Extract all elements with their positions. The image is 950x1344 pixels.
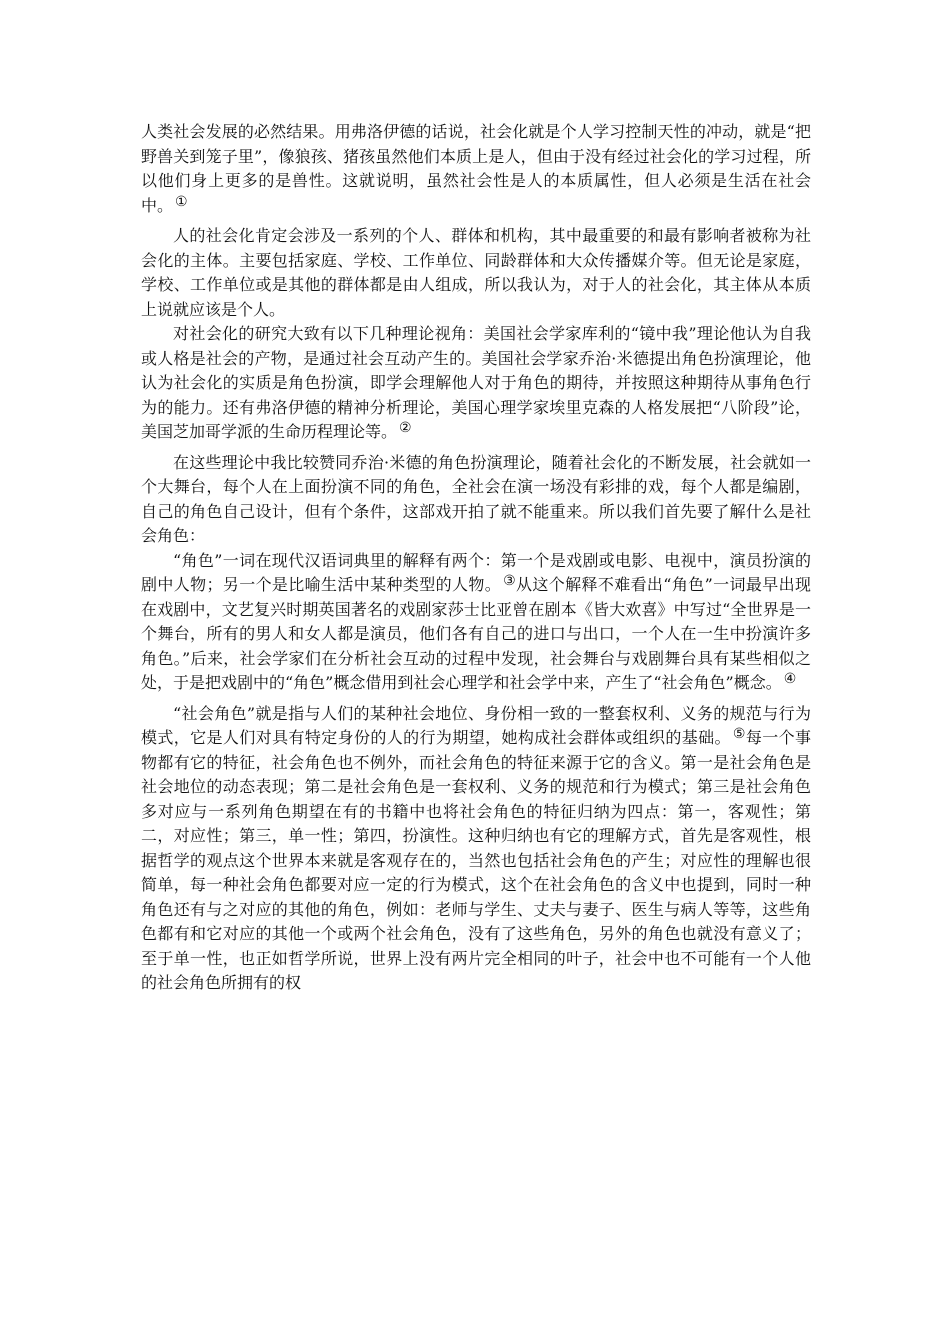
paragraph-6-text-a: “社会角色”就是指与人们的某种社会地位、身份相一致的一整套权利、义务的规范与行为模式，它是人们对具有特定身份的人的行为期望，她构成社会群体或组织的基础。 (141, 703, 811, 747)
paragraph-5-text-b: 从这个解释不难看出“角色”一词最早出现在戏剧中，文艺复兴时期英国著名的戏剧家莎士比亚曾在剧本《皆大欢喜》中写过“全世界是一个舞台，所有的男人和女人都是演员，他们各有自己的进口与出口，一个人在一生中扮演许多角色。”后来，社会学家们在分析社会互动的过程中发现，社会舞台与戏剧舞台具有某些相似之处，于是把戏剧中的“角色”概念借用到社会心理学和社会学中来，产生了“社会角色”概念。 (141, 575, 811, 692)
paragraph-2 (141, 224, 811, 322)
paragraph-6-text-b: 每一个事物都有它的特征，社会角色也不例外，而社会角色的特征来源于它的含义。第一是社会角色是社会地位的动态表现；第二是社会角色是一套权利、义务的规范和行为模式；第三是社会角色多对应与一系列角色期望在有的书籍中也将社会角色的特征归纳为四点：第一，客观性；第二，对应性；第三，单一性；第四，扮演性。这种归纳也有它的理解方式，首先是客观性，根据哲学的观点这个世界本来就是客观存在的，当然也包括社会角色的产生；对应性的理解也很简单，每一种社会角色都要对应一定的行为模式，这个在社会角色的含义中也提到，同时一种角色还有与之对应的其他的角色，例如：老师与学生、丈夫与妻子、医生与病人等等，这些角色都有和它对应的其他一个或两个社会角色，没有了这些角色，另外的角色也就没有意义了；至于单一性，也正如哲学所说，世界上没有两片完全相同的叶子，社会中也不可能有一个人他的社会角色所拥有的权 (141, 728, 811, 992)
footnote-ref-5[interactable]: ⑤ (732, 726, 746, 742)
footnote-ref-3[interactable]: ③ (503, 573, 516, 589)
footnote-ref-2[interactable]: ② (399, 420, 412, 436)
paragraph-5-text-a: “角色”一词在现代汉语词典里的解释有两个：第一个是戏剧或电影、电视中，演员扮演的剧中人物；另一个是比喻生活中某种类型的人物。 (141, 550, 811, 594)
paragraph-3 (141, 322, 811, 445)
paragraph-6 (141, 702, 811, 996)
paragraph-1 (141, 120, 811, 218)
footnote-ref-1[interactable]: ① (175, 193, 188, 210)
paragraph-4 (141, 451, 811, 549)
footnote-ref-4[interactable]: ④ (783, 671, 797, 687)
paragraph-1-text: 人类社会发展的必然结果。用弗洛伊德的话说，社会化就是个人学习控制天性的冲动，就是“把野兽关到笼子里”，像狼孩、猪孩虽然他们本质上是人，但由于没有经过社会化的学习过程，所以他们身上更多的是兽性。这就说明，虽然社会性是人的本质属性，但人必须是生活在社会中。 (141, 122, 811, 215)
paragraph-5 (141, 549, 811, 696)
paragraph-2-text: 人的社会化肯定会涉及一系列的个人、群体和机构，其中最重要的和最有影响者被称为社会化的主体。主要包括家庭、学校、工作单位、同龄群体和大众传播媒介等。但无论是家庭，学校、工作单位或是其他的群体都是由人组成，所以我认为，对于人的社会化，其主体从本质上说就应该是个人。 (141, 226, 811, 319)
document-page (141, 120, 811, 996)
paragraph-3-text: 对社会化的研究大致有以下几种理论视角：美国社会学家库利的“镜中我”理论他认为自我或人格是社会的产物，是通过社会互动产生的。美国社会学家乔治·米德提出角色扮演理论，他认为社会化的实质是角色扮演，即学会理解他人对于角色的期待，并按照这种期待从事角色行为的能力。还有弗洛伊德的精神分析理论，美国心理学家埃里克森的人格发展把“八阶段”论，美国芝加哥学派的生命历程理论等。 (141, 324, 811, 441)
paragraph-4-text: 在这些理论中我比较赞同乔治·米德的角色扮演理论，随着社会化的不断发展，社会就如一个大舞台，每个人在上面扮演不同的角色，全社会在演一场没有彩排的戏，每个人都是编剧，自己的角色自己设计，但有个条件，这部戏开拍了就不能重来。所以我们首先要了解什么是社会角色： (141, 452, 811, 545)
